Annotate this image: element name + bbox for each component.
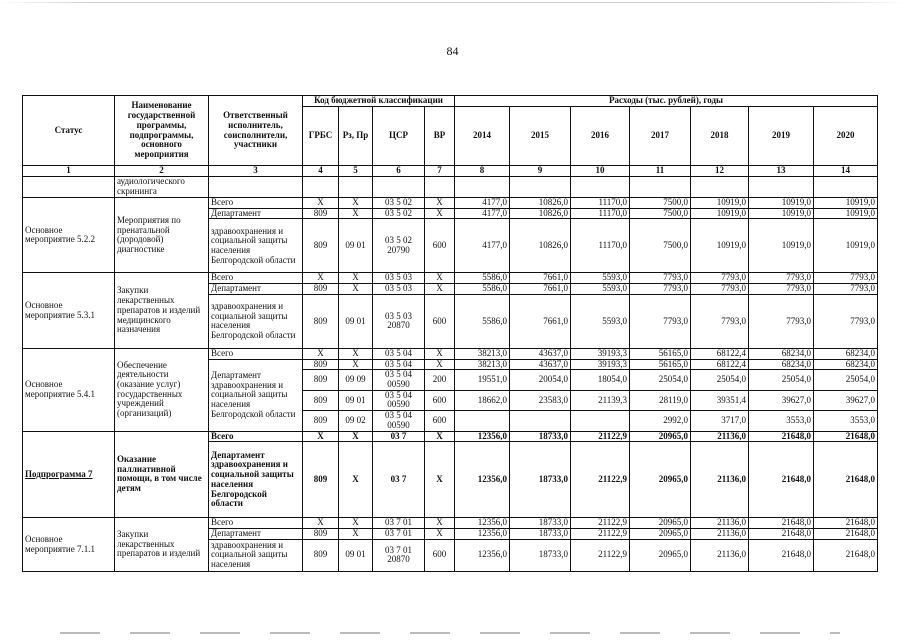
table-cell: 5586,0 [455, 294, 510, 348]
table-cell: 09 01 [339, 539, 373, 571]
table-cell: 7793,0 [630, 294, 691, 348]
table-cell: 39351,4 [691, 390, 749, 410]
program-name-cell: Закупки лекарственных препаратов и изделий [115, 518, 209, 571]
header-vr: ВР [425, 107, 455, 166]
header-year: 2017 [630, 107, 691, 166]
header-year: 2018 [691, 107, 749, 166]
table-cell [571, 411, 630, 431]
table-cell: 10919,0 [749, 219, 814, 273]
table-cell: 38213,0 [455, 348, 510, 359]
table-cell: 600 [425, 539, 455, 571]
table-cell: 7793,0 [749, 294, 814, 348]
table-cell: 7793,0 [749, 273, 814, 284]
col-number: 11 [630, 166, 691, 177]
table-cell: 39193,3 [571, 359, 630, 370]
table-cell: 56165,0 [630, 359, 691, 370]
table-row [23, 348, 878, 359]
table-cell: 3717,0 [691, 411, 749, 431]
table-cell: здравоохранения и социальной защиты населения Белгородской области [209, 219, 303, 273]
table-cell: 03 5 04 00590 [373, 411, 425, 431]
table-cell: 68234,0 [814, 359, 878, 370]
table-cell: 10826,0 [510, 219, 571, 273]
table-cell: X [339, 431, 373, 442]
table-cell: 10919,0 [814, 208, 878, 219]
table-cell: 21122,9 [571, 529, 630, 540]
table-cell: 7793,0 [814, 273, 878, 284]
table-cell: 39627,0 [749, 390, 814, 410]
header-budget-code: Код бюджетной классификации [303, 96, 455, 107]
table-cell: 39627,0 [814, 390, 878, 410]
table-cell: 21136,0 [691, 529, 749, 540]
table-cell [630, 177, 691, 198]
table-cell: 7793,0 [691, 284, 749, 295]
col-number: 2 [115, 166, 209, 177]
program-name-cell: аудиологического скрининга [115, 177, 209, 198]
table-cell: 809 [303, 219, 339, 273]
table-row [23, 518, 878, 529]
table-cell: X [425, 273, 455, 284]
table-cell: 7793,0 [630, 284, 691, 295]
table-cell: 03 5 02 [373, 208, 425, 219]
table-cell: 21139,3 [571, 390, 630, 410]
program-name-cell: Обеспечение деятельности (оказание услуг) государственных учреждений (организаций) [115, 348, 209, 431]
table-cell: X [339, 273, 373, 284]
table-cell: X [425, 284, 455, 295]
col-number: 1 [23, 166, 115, 177]
table-cell [339, 177, 373, 198]
table-cell: 5586,0 [455, 284, 510, 295]
table-cell: 600 [425, 294, 455, 348]
table-cell: 21122,9 [571, 518, 630, 529]
table-cell: X [303, 198, 339, 209]
table-cell: 3553,0 [814, 411, 878, 431]
table-cell: 18733,0 [510, 431, 571, 442]
table-cell: 03 7 01 [373, 518, 425, 529]
table-cell: 09 09 [339, 370, 373, 390]
table-cell: 809 [303, 411, 339, 431]
col-number: 7 [425, 166, 455, 177]
table-cell: 21648,0 [814, 529, 878, 540]
table-cell: 2992,0 [630, 411, 691, 431]
table-cell: 68122,4 [691, 359, 749, 370]
program-name-cell: Закупки лекарственных препаратов и изделий медицинского назначения [115, 273, 209, 348]
table-cell: 43637,0 [510, 348, 571, 359]
table-cell: 4177,0 [455, 198, 510, 209]
table-cell: 21648,0 [814, 539, 878, 571]
table-cell: 21122,9 [571, 431, 630, 442]
table-cell: Всего [209, 518, 303, 529]
table-cell: 11170,0 [571, 219, 630, 273]
table-cell: Всего [209, 273, 303, 284]
table-cell: X [339, 208, 373, 219]
table-cell: 03 7 [373, 442, 425, 518]
table-cell: Всего [209, 198, 303, 209]
table-cell: 09 01 [339, 294, 373, 348]
col-number: 10 [571, 166, 630, 177]
table-cell: 809 [303, 208, 339, 219]
table-cell: X [303, 273, 339, 284]
table-cell [373, 177, 425, 198]
table-cell: X [303, 348, 339, 359]
header-status: Статус [23, 96, 115, 166]
header-program-name: Наименование государственной программы, подпрограммы, основного мероприятия [115, 96, 209, 166]
table-cell: 18733,0 [510, 518, 571, 529]
table-cell: 18733,0 [510, 442, 571, 518]
table-cell [691, 177, 749, 198]
table-cell: 09 01 [339, 390, 373, 410]
table-cell: 21648,0 [814, 431, 878, 442]
table-cell: X [425, 208, 455, 219]
table-cell: 7793,0 [691, 294, 749, 348]
table-cell: 10919,0 [749, 208, 814, 219]
header-year: 2020 [814, 107, 878, 166]
table-cell: X [425, 442, 455, 518]
table-cell: X [425, 198, 455, 209]
table-cell: 809 [303, 529, 339, 540]
scan-bottom-edge [60, 632, 840, 634]
col-number: 6 [373, 166, 425, 177]
table-cell: X [339, 442, 373, 518]
table-row [23, 198, 878, 209]
table-cell [425, 177, 455, 198]
budget-table [22, 95, 878, 572]
table-cell [510, 411, 571, 431]
table-cell: 20965,0 [630, 431, 691, 442]
table-cell: 809 [303, 442, 339, 518]
table-cell: 5593,0 [571, 273, 630, 284]
table-cell: X [339, 284, 373, 295]
table-cell: 03 5 04 00590 [373, 370, 425, 390]
table-cell: 21136,0 [691, 518, 749, 529]
table-cell: 21136,0 [691, 539, 749, 571]
table-cell: 809 [303, 390, 339, 410]
table-cell: 5593,0 [571, 284, 630, 295]
table-cell [455, 411, 510, 431]
status-cell: Основное мероприятие 5.4.1 [23, 348, 115, 431]
table-cell: 38213,0 [455, 359, 510, 370]
table-cell: 25054,0 [749, 370, 814, 390]
table-cell: 03 5 03 [373, 273, 425, 284]
table-cell [510, 177, 571, 198]
table-cell: X [339, 198, 373, 209]
table-cell: 68234,0 [749, 348, 814, 359]
table-cell: 4177,0 [455, 219, 510, 273]
table-cell: Департамент [209, 284, 303, 295]
header-year: 2014 [455, 107, 510, 166]
table-cell: 600 [425, 411, 455, 431]
status-cell: Основное мероприятие 7.1.1 [23, 518, 115, 571]
table-cell: 12356,0 [455, 529, 510, 540]
table-cell: 10826,0 [510, 208, 571, 219]
table-cell: X [303, 431, 339, 442]
table-cell: 03 5 02 20790 [373, 219, 425, 273]
table-cell: 12356,0 [455, 539, 510, 571]
table-cell: 5593,0 [571, 294, 630, 348]
table-cell: 21648,0 [749, 539, 814, 571]
status-cell: Подпрограмма 7 [23, 431, 115, 518]
program-name-cell: Мероприятия по пренатальной (дородовой) диагностике [115, 198, 209, 273]
col-number: 9 [510, 166, 571, 177]
table-cell: 3553,0 [749, 411, 814, 431]
table-cell: 12356,0 [455, 442, 510, 518]
table-row [23, 431, 878, 442]
table-cell: 21648,0 [749, 442, 814, 518]
header-grbs: ГРБС [303, 107, 339, 166]
table-cell: 7500,0 [630, 198, 691, 209]
table-cell: 18733,0 [510, 529, 571, 540]
col-number: 3 [209, 166, 303, 177]
table-cell: 809 [303, 539, 339, 571]
table-cell: X [425, 518, 455, 529]
header-expenses: Расходы (тыс. рублей), годы [455, 96, 878, 107]
col-number: 8 [455, 166, 510, 177]
table-cell: здравоохранения и социальной защиты населения [209, 539, 303, 571]
executor-cell: Департамент здравоохранения и социальной защиты населения Белгородской области [209, 359, 303, 431]
table-cell: 21122,9 [571, 442, 630, 518]
header-year: 2019 [749, 107, 814, 166]
table-cell: 10919,0 [691, 219, 749, 273]
table-cell: 68234,0 [749, 359, 814, 370]
table-cell [571, 177, 630, 198]
col-number: 5 [339, 166, 373, 177]
table-cell: 09 01 [339, 219, 373, 273]
table-cell: 56165,0 [630, 348, 691, 359]
table-cell: 10919,0 [749, 198, 814, 209]
table-cell: 03 5 03 20870 [373, 294, 425, 348]
table-cell: 20965,0 [630, 539, 691, 571]
table-cell: 4177,0 [455, 208, 510, 219]
table-cell [814, 177, 878, 198]
table-cell: Департамент [209, 208, 303, 219]
table-cell: 20965,0 [630, 529, 691, 540]
col-number: 13 [749, 166, 814, 177]
program-name-cell: Оказание паллиативной помощи, в том числе детям [115, 431, 209, 518]
table-cell: Всего [209, 348, 303, 359]
table-cell: 21648,0 [749, 518, 814, 529]
table-cell: 03 7 [373, 431, 425, 442]
table-cell: 7500,0 [630, 208, 691, 219]
table-cell: 7661,0 [510, 273, 571, 284]
status-cell: Основное мероприятие 5.3.1 [23, 273, 115, 348]
table-cell: X [339, 348, 373, 359]
table-cell: Департамент здравоохранения и социальной защиты населения Белгородской области [209, 442, 303, 518]
table-cell: 7793,0 [814, 284, 878, 295]
table-cell: 7793,0 [749, 284, 814, 295]
table-cell: X [339, 529, 373, 540]
table-cell: 03 5 03 [373, 284, 425, 295]
table-cell: 09 02 [339, 411, 373, 431]
header-rzpr: Рз, Пр [339, 107, 373, 166]
table-cell: 809 [303, 359, 339, 370]
table-cell: X [339, 359, 373, 370]
table-cell [749, 177, 814, 198]
table-cell [455, 177, 510, 198]
header-year: 2016 [571, 107, 630, 166]
table-cell: здравоохранения и социальной защиты населения Белгородской области [209, 294, 303, 348]
table-cell: 25054,0 [630, 370, 691, 390]
table-cell: 21648,0 [814, 518, 878, 529]
header-year: 2015 [510, 107, 571, 166]
table-cell: Департамент [209, 529, 303, 540]
table-cell: 20965,0 [630, 518, 691, 529]
table-cell: 21648,0 [749, 529, 814, 540]
table-cell: 10919,0 [814, 219, 878, 273]
table-cell: 7793,0 [691, 273, 749, 284]
table-cell: 03 5 04 [373, 359, 425, 370]
table-cell: 600 [425, 390, 455, 410]
page-number: 84 [446, 44, 459, 58]
table-cell [23, 177, 115, 198]
table-cell: 03 7 01 20870 [373, 539, 425, 571]
table-cell: 7661,0 [510, 294, 571, 348]
table-cell: X [339, 518, 373, 529]
table-cell: 7793,0 [630, 273, 691, 284]
table-cell: 25054,0 [691, 370, 749, 390]
table-cell: 5586,0 [455, 273, 510, 284]
table-cell: 03 5 02 [373, 198, 425, 209]
table-cell: 21122,9 [571, 539, 630, 571]
table-cell: 11170,0 [571, 208, 630, 219]
col-number: 14 [814, 166, 878, 177]
table-cell: 18733,0 [510, 539, 571, 571]
table-cell: 28119,0 [630, 390, 691, 410]
table-cell: 68234,0 [814, 348, 878, 359]
table-cell: 7661,0 [510, 284, 571, 295]
table-cell: 200 [425, 370, 455, 390]
table-cell: 21648,0 [814, 442, 878, 518]
table-cell: 25054,0 [814, 370, 878, 390]
table-cell: 03 5 04 [373, 348, 425, 359]
scan-top-edge [0, 2, 905, 3]
table-cell: X [303, 518, 339, 529]
column-number-row [23, 166, 878, 177]
table-cell: 19551,0 [455, 370, 510, 390]
table-cell: 68122,4 [691, 348, 749, 359]
table-cell: Всего [209, 431, 303, 442]
table-row [23, 177, 878, 198]
table-cell: 10919,0 [814, 198, 878, 209]
table-cell [303, 177, 339, 198]
header-csr: ЦСР [373, 107, 425, 166]
table-cell: X [425, 529, 455, 540]
col-number: 12 [691, 166, 749, 177]
table-cell: 20965,0 [630, 442, 691, 518]
table-cell: 7500,0 [630, 219, 691, 273]
table-cell: 10919,0 [691, 208, 749, 219]
status-cell: Основное мероприятие 5.2.2 [23, 198, 115, 273]
table-cell: 600 [425, 219, 455, 273]
table-cell: 03 5 04 00590 [373, 390, 425, 410]
table-cell: 11170,0 [571, 198, 630, 209]
table-cell: 03 7 01 [373, 529, 425, 540]
table-cell: 18662,0 [455, 390, 510, 410]
header-executor: Ответственный исполнитель, соисполнители, участники [209, 96, 303, 166]
table-cell: 10826,0 [510, 198, 571, 209]
table-cell: 809 [303, 294, 339, 348]
table-cell: 10919,0 [691, 198, 749, 209]
table-row [23, 273, 878, 284]
table-cell: 20054,0 [510, 370, 571, 390]
table-cell: X [425, 348, 455, 359]
table-cell: 18054,0 [571, 370, 630, 390]
table-cell: 39193,3 [571, 348, 630, 359]
col-number: 4 [303, 166, 339, 177]
table-cell: 809 [303, 284, 339, 295]
table-cell: X [425, 359, 455, 370]
table-cell: 12356,0 [455, 518, 510, 529]
table-cell: 7793,0 [814, 294, 878, 348]
table-cell: 809 [303, 370, 339, 390]
table-cell: 43637,0 [510, 359, 571, 370]
table-cell: 21136,0 [691, 431, 749, 442]
table-cell: 23583,0 [510, 390, 571, 410]
table-cell: 21648,0 [749, 431, 814, 442]
table-cell: X [425, 431, 455, 442]
table-cell [209, 177, 303, 198]
table-cell: 12356,0 [455, 431, 510, 442]
table-cell: 21136,0 [691, 442, 749, 518]
